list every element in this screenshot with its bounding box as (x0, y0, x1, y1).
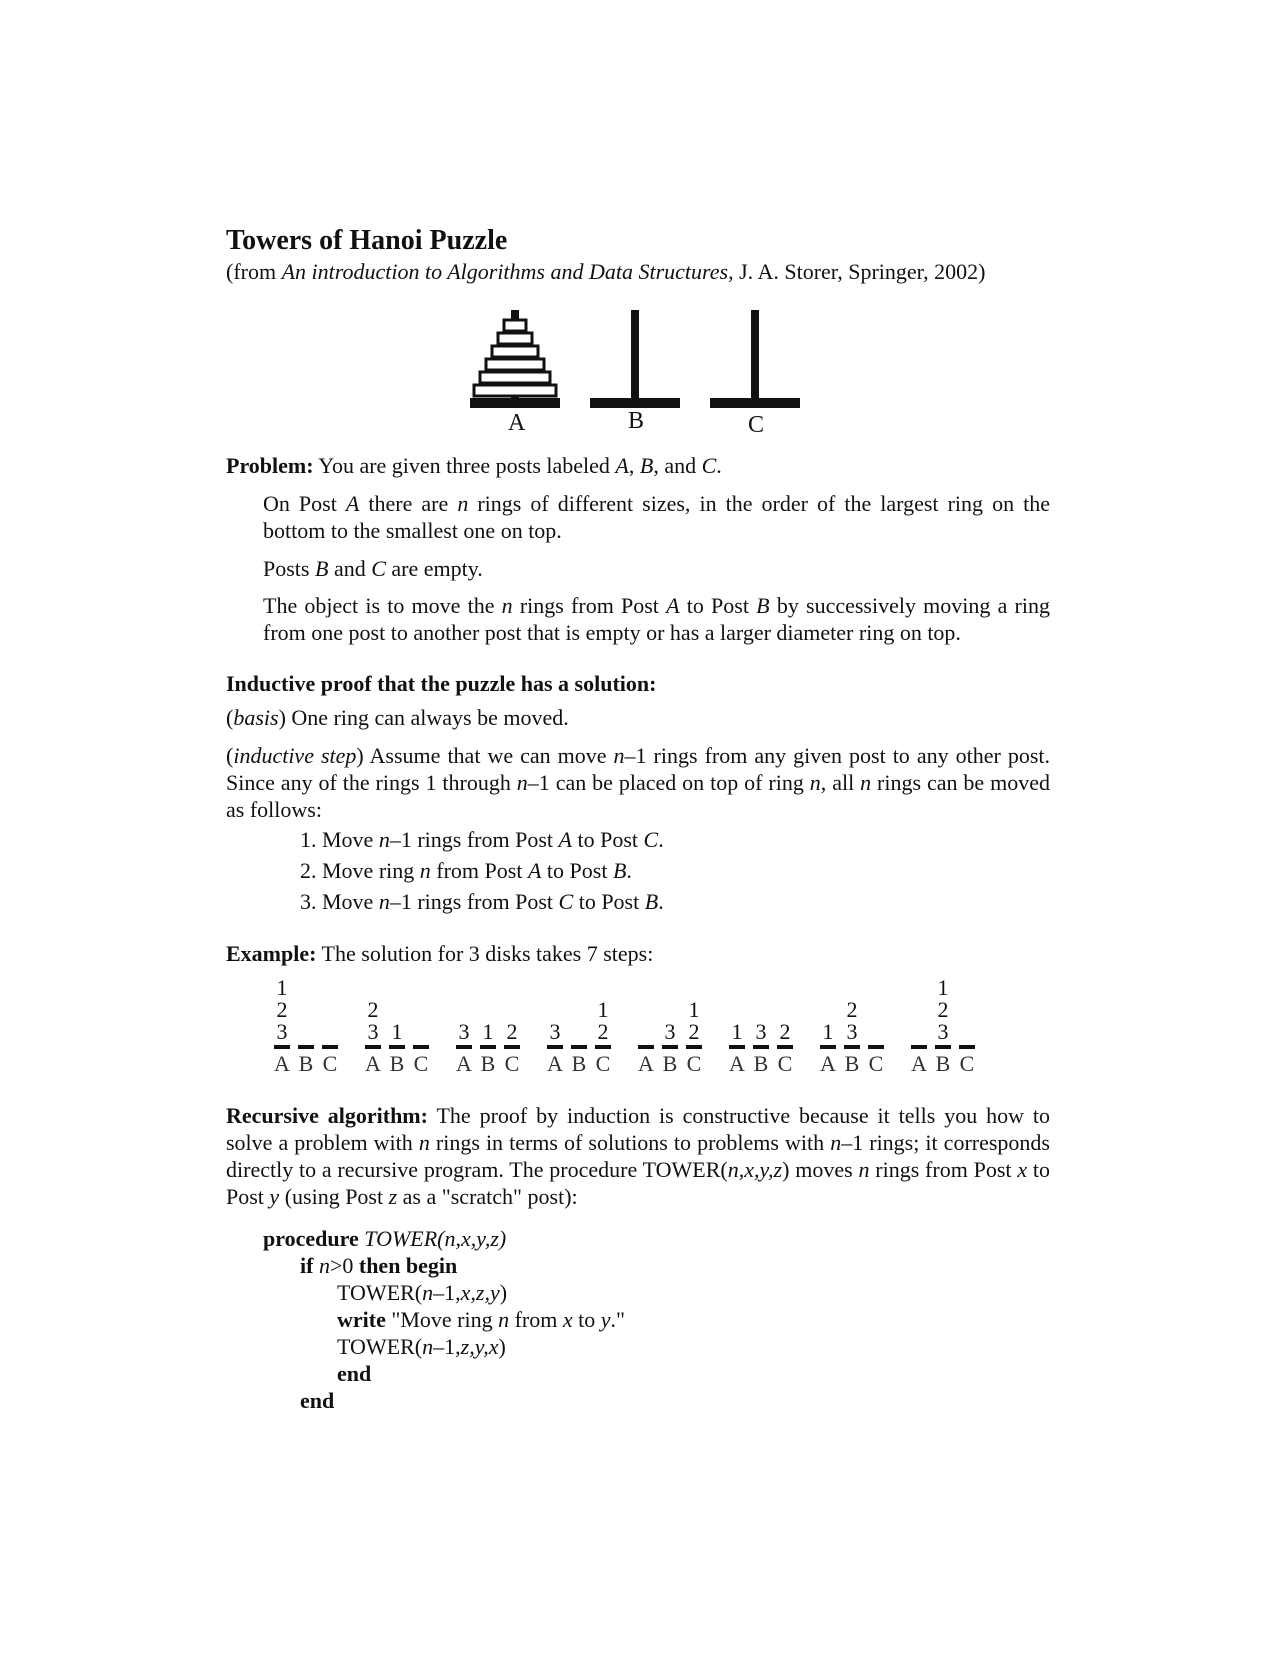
peg-bar (298, 1045, 314, 1049)
var: n (457, 491, 469, 516)
peg-label: C (959, 1051, 975, 1076)
code-line-5 (337, 1333, 506, 1360)
problem-statement (226, 452, 722, 479)
peg-bar (638, 1045, 654, 1049)
proof-list-item (300, 857, 632, 884)
ring-number: 3 (458, 1019, 470, 1044)
text: there are (359, 491, 458, 516)
peg-bar (322, 1045, 338, 1049)
peg-label: B (389, 1051, 405, 1076)
var: n (498, 1307, 510, 1332)
text: On Post (263, 491, 346, 516)
ring-number: 2 (276, 997, 288, 1022)
code-line-1 (263, 1225, 506, 1252)
ring-2 (498, 333, 532, 344)
code-text: TOWER( (337, 1334, 423, 1359)
peg-label: B (298, 1051, 314, 1076)
ring-number: 3 (367, 1019, 379, 1044)
peg-bar (662, 1045, 678, 1049)
citation-prefix: (from (226, 259, 282, 284)
text: to Post (679, 593, 757, 618)
keyword: then begin (358, 1253, 458, 1278)
post-b-rod (631, 310, 639, 400)
var: y (269, 1184, 280, 1209)
peg-bar (413, 1045, 429, 1049)
keyword: end (337, 1361, 372, 1386)
var: z (388, 1184, 398, 1209)
keyword: procedure (263, 1226, 359, 1251)
sep: . (716, 453, 722, 478)
text: Posts (263, 556, 315, 581)
ring-number: 3 (664, 1019, 676, 1044)
var: n (422, 1334, 434, 1359)
ring-3 (492, 346, 538, 357)
keyword: if (300, 1253, 314, 1278)
proof-list-item (300, 888, 664, 915)
peg-bar (820, 1045, 836, 1049)
text: ) Assume that we can move (356, 743, 614, 768)
basis-word: basis (233, 705, 279, 730)
var: n (419, 858, 431, 883)
text: . (626, 858, 632, 883)
var: B (314, 556, 329, 581)
text: to Post (226, 1157, 1050, 1209)
var: n (422, 1280, 434, 1305)
code-line-4 (337, 1306, 625, 1333)
peg-label: A (274, 1051, 290, 1076)
code-text: >0 (329, 1253, 359, 1278)
problem-text: You are given three posts labeled (313, 453, 616, 478)
var: n (613, 743, 625, 768)
citation-book: An introduction to Algorithms and Data Structures, (281, 259, 734, 284)
peg-bar (480, 1045, 496, 1049)
proof-inductive-step (226, 742, 1050, 823)
text: to Post (573, 889, 645, 914)
text: 1. Move (300, 827, 379, 852)
text: rings of different sizes, in the order of the largest ring on the bottom to the smallest one on top. (263, 491, 1050, 543)
ring-number: 1 (731, 1019, 743, 1044)
var: C (558, 889, 574, 914)
peg-label: B (935, 1051, 951, 1076)
peg-bar (868, 1045, 884, 1049)
citation (226, 259, 985, 285)
peg-bar (753, 1045, 769, 1049)
text: ) moves (782, 1157, 859, 1182)
text: by successively moving a ring from one post to another post that is empty or has a larger diameter ring on top. (263, 593, 1050, 645)
var: y (600, 1307, 611, 1332)
problem-paragraph-2 (263, 555, 483, 582)
ring-number: 1 (276, 975, 288, 1000)
code-line-3 (337, 1279, 507, 1306)
ring-5 (480, 372, 550, 383)
peg-label: C (686, 1051, 702, 1076)
peg-label: A (547, 1051, 563, 1076)
ring-number: 1 (597, 997, 609, 1022)
var-a: A (615, 453, 629, 478)
peg-label: C (868, 1051, 884, 1076)
ring-number: 1 (822, 1019, 834, 1044)
peg-label: C (322, 1051, 338, 1076)
code-text: ) (499, 1280, 508, 1305)
page-title: Towers of Hanoi Puzzle (226, 225, 508, 256)
peg-label: A (729, 1051, 745, 1076)
var-c: C (701, 453, 717, 478)
var: n (378, 827, 390, 852)
text: The proof by induction is constructive because it tells you how to solve a problem with (226, 1103, 1051, 1155)
example-step (361, 975, 433, 1085)
var: n (858, 1157, 870, 1182)
var: n,x,y,z (444, 1226, 499, 1251)
var: x (1017, 1157, 1028, 1182)
peg-label: B (753, 1051, 769, 1076)
ring-number: 2 (937, 997, 949, 1022)
var: n,x,y,z (727, 1157, 783, 1182)
var: n (313, 1253, 330, 1278)
example-step (543, 975, 615, 1085)
ring-number: 2 (846, 997, 858, 1022)
peg-label: A (638, 1051, 654, 1076)
code-text: –1, (433, 1280, 461, 1305)
example-step (907, 975, 979, 1085)
peg-bar (365, 1045, 381, 1049)
text: rings in terms of solutions to problems with (429, 1130, 831, 1155)
var: A (666, 593, 680, 618)
code-text: TOWER( (358, 1226, 445, 1251)
code-text: to (572, 1307, 601, 1332)
text: ) One ring can always be moved. (278, 705, 569, 730)
text: –1 rings from any given post to any other post. Since any of the rings 1 through (226, 743, 1050, 795)
code-text: TOWER( (337, 1280, 423, 1305)
var: n (830, 1130, 842, 1155)
ring-number: 2 (597, 1019, 609, 1044)
problem-label: Problem: (226, 453, 314, 478)
text: (using Post (279, 1184, 389, 1209)
text: rings from Post (512, 593, 667, 618)
text: and (328, 556, 372, 581)
ring-number: 1 (688, 997, 700, 1022)
peg-bar (274, 1045, 290, 1049)
text: rings from Post (869, 1157, 1018, 1182)
example-step (725, 975, 797, 1085)
text: –1 rings; it corresponds directly to a recursive program. The procedure TOWER( (226, 1130, 1050, 1182)
ring-number: 2 (779, 1019, 791, 1044)
text: . (658, 827, 664, 852)
peg-bar (935, 1045, 951, 1049)
var: C (371, 556, 386, 581)
proof-list-item (300, 826, 664, 853)
peg-label: A (365, 1051, 381, 1076)
code-text: ) (498, 1226, 507, 1251)
example-text: The solution for 3 disks takes 7 steps: (316, 941, 654, 966)
var: n (860, 770, 872, 795)
var: B (644, 889, 659, 914)
text: ( (226, 743, 234, 768)
var: B (756, 593, 770, 618)
ring-number: 3 (937, 1019, 949, 1044)
ring-number: 1 (391, 1019, 403, 1044)
code-line-7 (300, 1387, 334, 1414)
post-c-rod (751, 310, 759, 400)
peg-bar (844, 1045, 860, 1049)
peg-label: C (595, 1051, 611, 1076)
var: n (516, 770, 528, 795)
ring-number: 2 (688, 1019, 700, 1044)
ring-4 (486, 359, 544, 370)
post-label-b: B (628, 408, 645, 434)
text: to Post (571, 827, 644, 852)
text: . (658, 889, 664, 914)
peg-label: A (456, 1051, 472, 1076)
text: as a "scratch" post): (397, 1184, 578, 1209)
var: x (562, 1307, 573, 1332)
example-line (226, 940, 653, 967)
var: C (643, 827, 659, 852)
code-text: ) (498, 1334, 506, 1359)
keyword: write (337, 1307, 386, 1332)
text: –1 rings from Post (389, 889, 559, 914)
proof-heading-text: Inductive proof that the puzzle has a solution: (226, 671, 657, 696)
ring-number: 1 (937, 975, 949, 1000)
recursive-paragraph (226, 1102, 1050, 1210)
code-line-6 (337, 1360, 371, 1387)
peg-bar (911, 1045, 927, 1049)
example-step (634, 975, 706, 1085)
ring-number: 3 (755, 1019, 767, 1044)
peg-bar (959, 1045, 975, 1049)
ring-1 (504, 320, 526, 331)
problem-paragraph-1 (263, 490, 1050, 544)
peg-label: B (844, 1051, 860, 1076)
text: to Post (541, 858, 613, 883)
peg-label: B (662, 1051, 678, 1076)
code-text: "Move ring (385, 1307, 499, 1332)
citation-suffix: J. A. Storer, Springer, 2002) (733, 259, 986, 284)
peg-bar (729, 1045, 745, 1049)
peg-bar (686, 1045, 702, 1049)
example-label: Example: (226, 941, 317, 966)
step-word: inductive step (233, 743, 357, 768)
example-step (816, 975, 888, 1085)
post-label-c: C (748, 412, 765, 438)
peg-bar (571, 1045, 587, 1049)
var: B (612, 858, 627, 883)
ring-number: 3 (846, 1019, 858, 1044)
peg-bar (547, 1045, 563, 1049)
peg-label: C (504, 1051, 520, 1076)
ring-number: 3 (549, 1019, 561, 1044)
recursive-label: Recursive algorithm: (226, 1103, 428, 1128)
peg-bar (456, 1045, 472, 1049)
code-text: ." (610, 1307, 626, 1332)
var: z,y,x (460, 1334, 499, 1359)
ring-6 (474, 385, 556, 396)
example-steps (270, 975, 1020, 1085)
proof-heading (226, 670, 656, 697)
text: 3. Move (300, 889, 379, 914)
var-b: B (639, 453, 654, 478)
sep: , and (653, 453, 702, 478)
peg-label: A (820, 1051, 836, 1076)
peg-label: B (571, 1051, 587, 1076)
proof-basis (226, 704, 569, 731)
peg-bar (777, 1045, 793, 1049)
peg-label: A (911, 1051, 927, 1076)
text: , all (820, 770, 861, 795)
peg-bar (389, 1045, 405, 1049)
text: are empty. (385, 556, 483, 581)
text: –1 can be placed on top of ring (527, 770, 810, 795)
ring-number: 3 (276, 1019, 288, 1044)
code-line-2 (300, 1252, 457, 1279)
var: x,z,y (460, 1280, 500, 1305)
text: from Post (430, 858, 528, 883)
text: The object is to move the (263, 593, 502, 618)
peg-label: C (777, 1051, 793, 1076)
ring-number: 2 (367, 997, 379, 1022)
var: A (558, 827, 572, 852)
var: n (809, 770, 821, 795)
text: rings can be moved as follows: (226, 770, 1051, 822)
example-step (270, 975, 342, 1085)
var: A (345, 491, 360, 516)
text: ( (226, 705, 234, 730)
peg-label: C (413, 1051, 429, 1076)
keyword: end (300, 1388, 335, 1413)
text: –1 rings from Post (389, 827, 559, 852)
code-text: –1, (433, 1334, 461, 1359)
peg-bar (504, 1045, 520, 1049)
peg-bar (595, 1045, 611, 1049)
problem-paragraph-3 (263, 592, 1050, 646)
sep: , (628, 453, 640, 478)
post-label-a: A (508, 410, 526, 436)
ring-number: 1 (482, 1019, 494, 1044)
ring-number: 2 (506, 1019, 518, 1044)
var: A (527, 858, 542, 883)
code-text: from (509, 1307, 563, 1332)
example-step (452, 975, 524, 1085)
var: n (501, 593, 513, 618)
var: n (418, 1130, 430, 1155)
peg-label: B (480, 1051, 496, 1076)
var: n (378, 889, 390, 914)
text: 2. Move ring (300, 858, 420, 883)
